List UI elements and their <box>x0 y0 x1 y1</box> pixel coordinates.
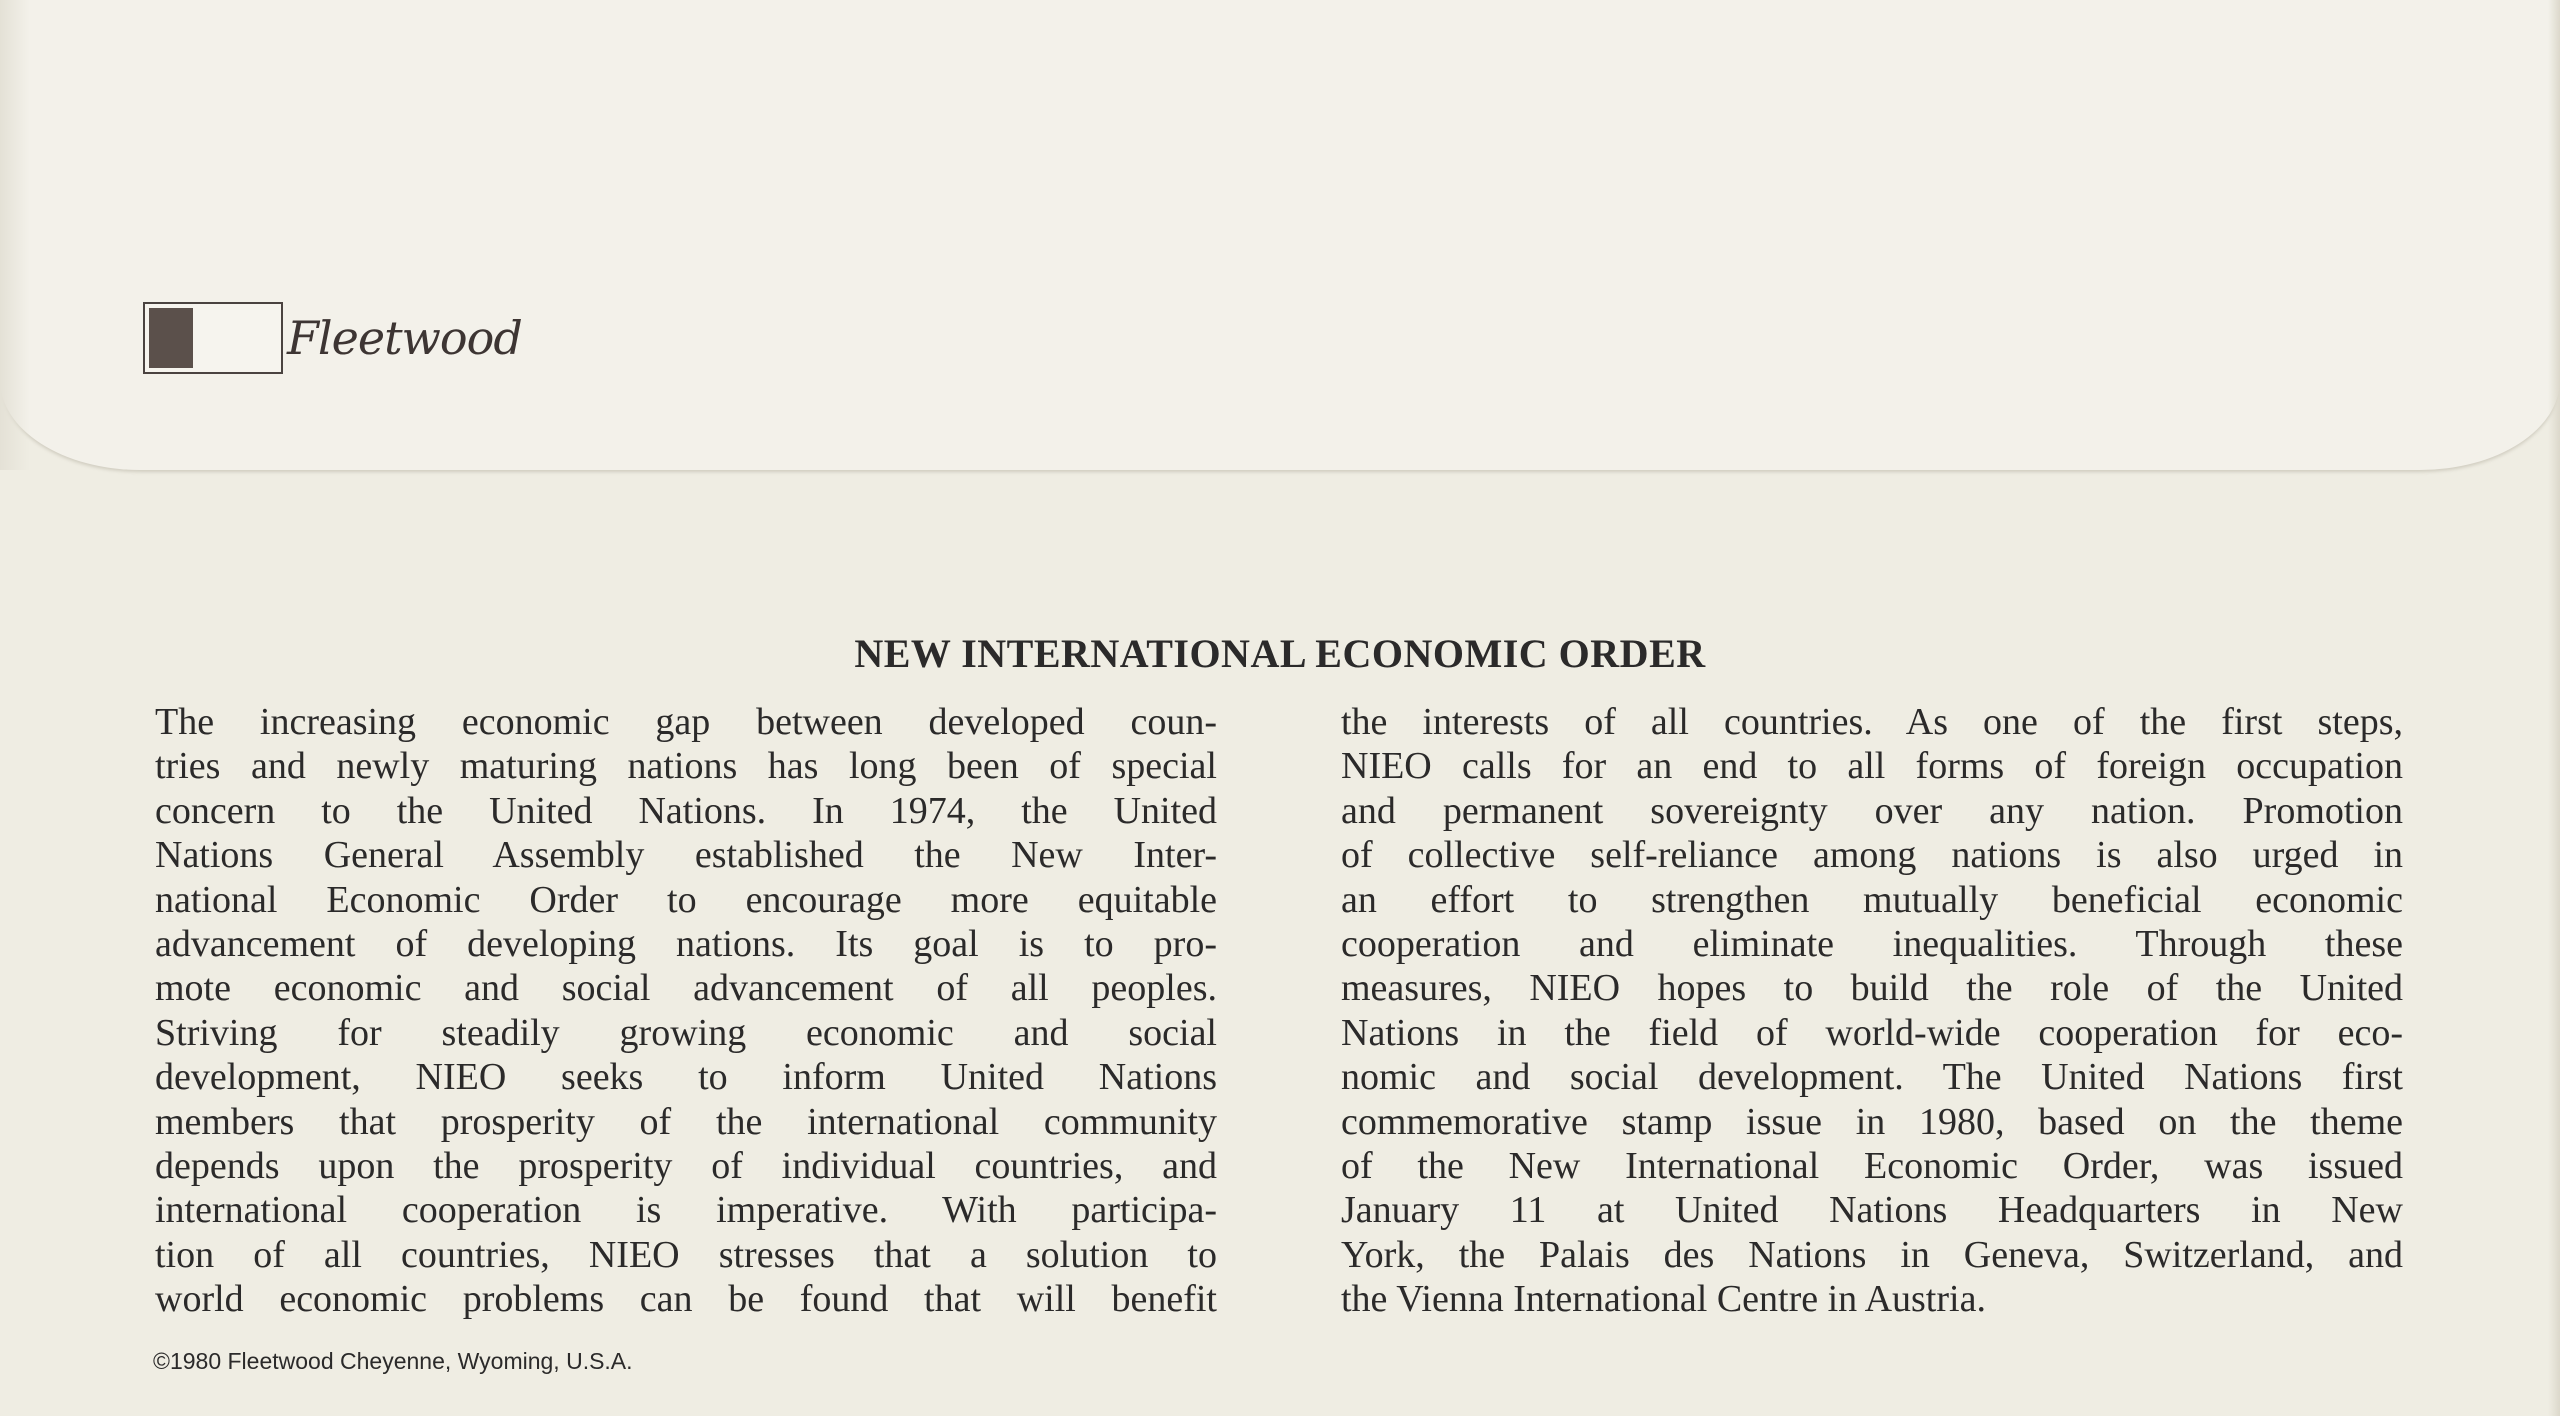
text-line: measures, NIEO hopes to build the role of the United <box>1341 967 2403 1010</box>
text-line: national Economic Order to encourage more equitable <box>155 878 1217 921</box>
text-line: tries and newly maturing nations has long been of special <box>155 745 1217 788</box>
text-line: depends upon the prosperity of individual countries, and <box>155 1145 1217 1188</box>
logo-box-fill <box>149 308 193 368</box>
text-line: January 11 at United Nations Headquarters in New <box>1341 1189 2403 1232</box>
text-line: an effort to strengthen mutually beneficial economic <box>1341 878 2403 921</box>
text-line: Nations in the field of world-wide cooperation for eco- <box>1341 1011 2403 1054</box>
text-line: members that prosperity of the international community <box>155 1100 1217 1143</box>
text-line: and permanent sovereignty over any nation. Promotion <box>1341 789 2403 832</box>
text-line: the Vienna International Centre in Austria. <box>1341 1278 1986 1321</box>
logo-box-icon <box>143 302 283 374</box>
copyright-notice: ©1980 Fleetwood Cheyenne, Wyoming, U.S.A. <box>153 1348 633 1374</box>
text-line: of collective self-reliance among nations is also urged in <box>1341 834 2403 877</box>
text-line: advancement of developing nations. Its goal is to pro- <box>155 923 1217 966</box>
text-line: tion of all countries, NIEO stresses that a solution to <box>155 1233 1217 1276</box>
text-line: international cooperation is imperative. With participa- <box>155 1189 1217 1232</box>
text-line: The increasing economic gap between developed coun- <box>155 701 1217 743</box>
left-column <box>155 700 1217 1322</box>
logo-wordmark: Fleetwood <box>287 311 522 365</box>
text-line: NIEO calls for an end to all forms of foreign occupation <box>1341 745 2403 788</box>
text-line: nomic and social development. The United Nations first <box>1341 1056 2403 1099</box>
fleetwood-logo <box>143 300 522 376</box>
article-title: NEW INTERNATIONAL ECONOMIC ORDER <box>854 631 1706 676</box>
envelope-edge <box>2548 0 2560 1416</box>
text-line: world economic problems can be found that will benefit <box>155 1278 1217 1321</box>
text-line: the interests of all countries. As one of the first steps, <box>1341 701 2403 743</box>
text-line: of the New International Economic Order, was issued <box>1341 1145 2403 1188</box>
text-line: commemorative stamp issue in 1980, based on the theme <box>1341 1100 2403 1143</box>
text-line: York, the Palais des Nations in Geneva, Switzerland, and <box>1341 1233 2403 1276</box>
text-line: Nations General Assembly established the New Inter- <box>155 834 1217 877</box>
envelope-flap <box>0 0 2560 470</box>
text-line: concern to the United Nations. In 1974, the United <box>155 789 1217 832</box>
text-line: mote economic and social advancement of all peoples. <box>155 967 1217 1010</box>
text-line: cooperation and eliminate inequalities. Through these <box>1341 923 2403 966</box>
flap-shadow <box>0 0 30 470</box>
text-line: Striving for steadily growing economic and social <box>155 1011 1217 1054</box>
text-line: development, NIEO seeks to inform United Nations <box>155 1056 1217 1099</box>
right-column <box>1341 700 2403 1322</box>
